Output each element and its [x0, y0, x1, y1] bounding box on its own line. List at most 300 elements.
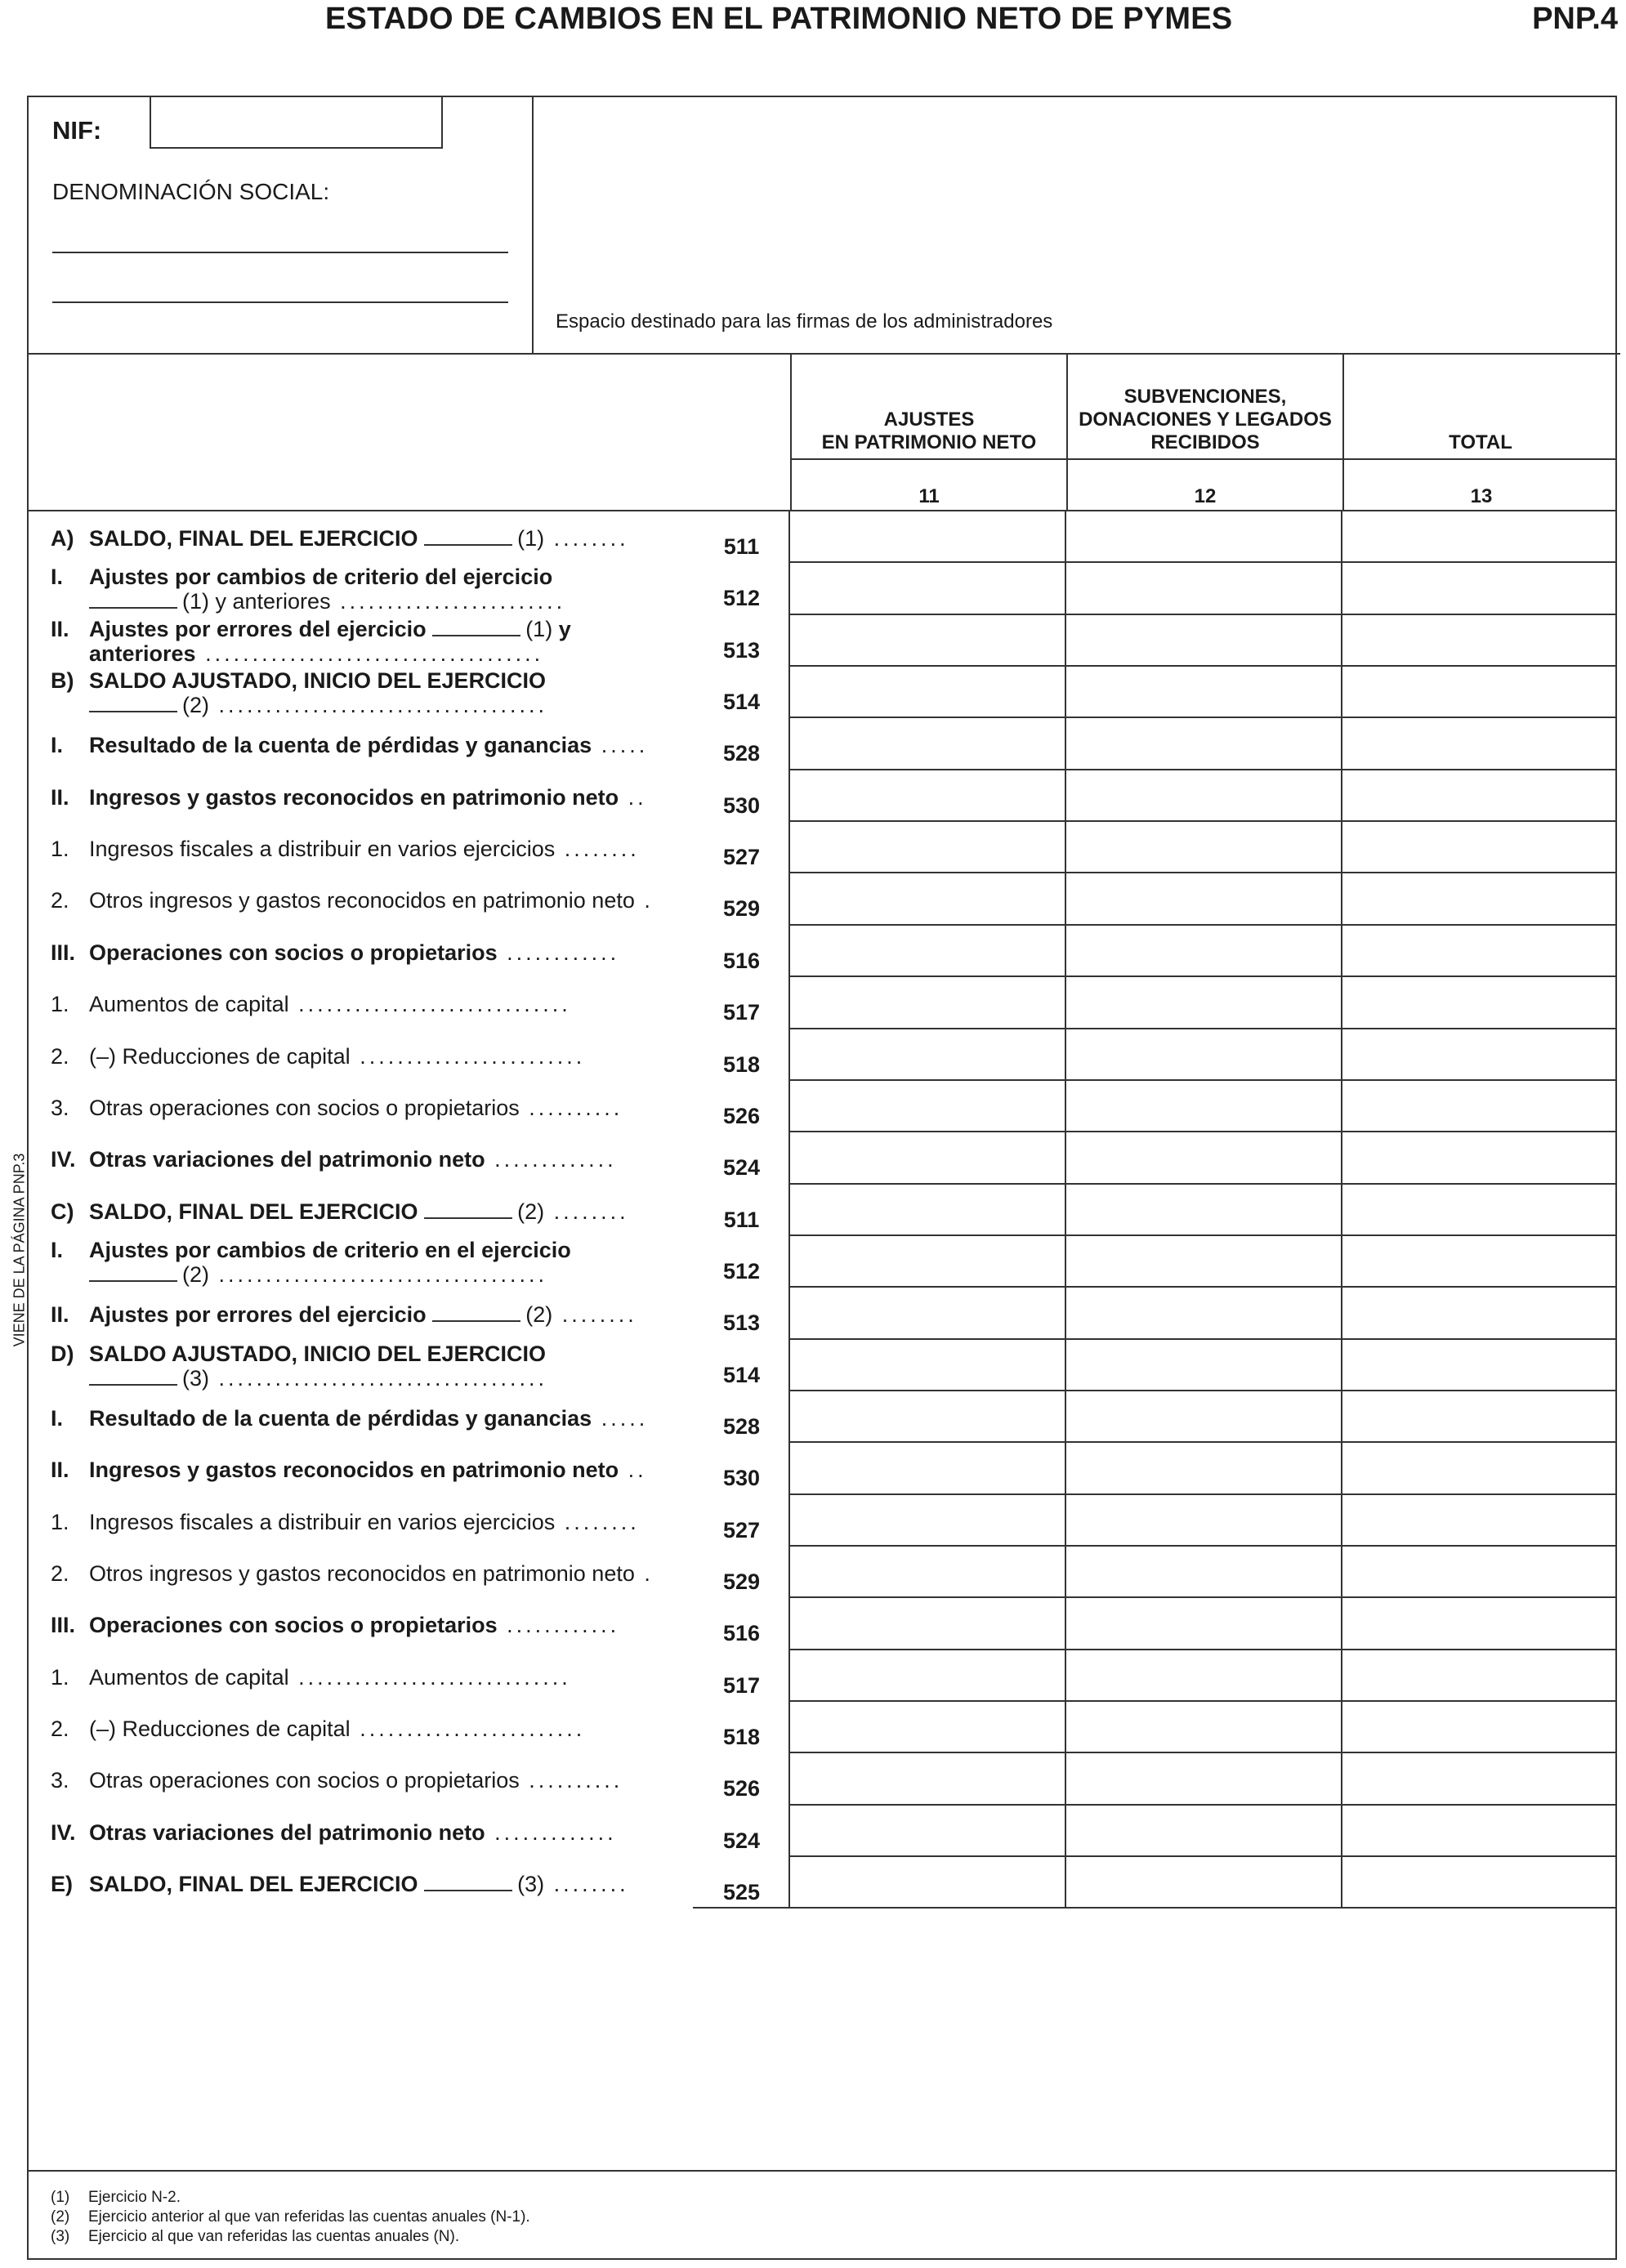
row-text-main: Ingresos fiscales a distribuir en varios ejercicios: [89, 1509, 556, 1534]
row-label: [51, 1342, 672, 1391]
row-text-line-2: [89, 589, 671, 614]
leader-dots: ...................................: [209, 1365, 548, 1391]
value-cell-col-11[interactable]: [790, 872, 1066, 924]
leader-dots: ..........: [519, 1095, 623, 1120]
value-cell-col-11[interactable]: [790, 1596, 1066, 1649]
footnote-ref: (2): [525, 1302, 553, 1328]
row-code: 513: [722, 1310, 761, 1336]
value-cell-col-13[interactable]: [1342, 1441, 1617, 1493]
value-cell-col-13[interactable]: [1342, 1338, 1617, 1391]
value-cell-col-13[interactable]: [1342, 924, 1617, 976]
leader-dots: ............: [497, 940, 620, 965]
col-number-divider: [790, 458, 1617, 460]
row-prefix: 1.: [51, 1664, 69, 1690]
row-text-line-2: [89, 1561, 671, 1586]
firmas-note: Espacio destinado para las firmas de los administradores: [556, 310, 1053, 333]
footnote-ref: (3): [517, 1872, 545, 1897]
value-cell-col-12[interactable]: [1066, 510, 1342, 562]
value-cell-col-11[interactable]: [790, 614, 1066, 666]
row-code: 518: [722, 1725, 761, 1750]
row-text: [89, 1561, 671, 1586]
form-code: PNP.4: [1532, 2, 1618, 36]
nif-field[interactable]: [150, 96, 443, 149]
leader-dots: ........: [544, 1872, 629, 1897]
row-text-line-2: [89, 1820, 671, 1845]
row-code: 527: [722, 1517, 761, 1543]
value-cell-col-11[interactable]: [790, 1441, 1066, 1493]
row-code: 524: [722, 1828, 761, 1853]
row-text-line-2: [89, 1768, 671, 1793]
footnote-key: (1): [51, 2189, 70, 2206]
value-cell-col-13[interactable]: [1342, 1700, 1617, 1752]
row-text-main: Otras variaciones del patrimonio neto: [89, 1147, 485, 1172]
row-label: [51, 1044, 672, 1093]
leader-dots: ...................................: [209, 1261, 548, 1287]
leader-dots: ........: [555, 837, 640, 862]
row-text: [89, 992, 671, 1016]
row-code: 526: [722, 1776, 761, 1801]
value-cell-col-11[interactable]: [790, 1234, 1066, 1287]
row-text-main: Resultado de la cuenta de pérdidas y ganancias: [89, 1405, 592, 1431]
value-cell-col-13[interactable]: [1342, 1649, 1617, 1701]
value-cell-col-12[interactable]: [1066, 1804, 1342, 1856]
row-text: [89, 617, 671, 666]
row-text-line-2: [89, 526, 671, 551]
row-label: [51, 1510, 672, 1559]
value-cell-col-11[interactable]: [790, 976, 1066, 1028]
value-cell-col-13[interactable]: [1342, 1183, 1617, 1235]
value-cell-col-12[interactable]: [1066, 1700, 1342, 1752]
year-blank[interactable]: [432, 1320, 520, 1322]
leader-dots: .....: [592, 1405, 649, 1431]
value-cell-col-11[interactable]: [790, 510, 1066, 562]
leader-dots: ....................................: [195, 641, 544, 666]
row-text-line-2: [89, 1458, 671, 1482]
leader-dots: ..: [619, 784, 647, 810]
row-prefix: IV.: [51, 1819, 76, 1845]
row-code: 528: [722, 741, 761, 766]
value-cell-col-12[interactable]: [1066, 1596, 1342, 1649]
col-header-subvenciones-l3: RECIBIDOS: [1150, 431, 1260, 453]
value-cell-col-11[interactable]: [790, 1338, 1066, 1391]
row-text-main: (2): [182, 1261, 209, 1287]
row-code: 527: [722, 845, 761, 870]
value-cell-col-13[interactable]: [1342, 1596, 1617, 1649]
row-text-line-2: [89, 940, 671, 965]
row-code: 516: [722, 1621, 761, 1646]
value-cell-col-13[interactable]: [1342, 1028, 1617, 1080]
row-text: [89, 1199, 671, 1224]
value-cell-col-11[interactable]: [790, 1804, 1066, 1856]
row-text-main: Otros ingresos y gastos reconocidos en patrimonio neto: [89, 1561, 635, 1586]
row-label: [51, 1561, 672, 1610]
row-text: [89, 1665, 671, 1690]
value-cell-col-12[interactable]: [1066, 1079, 1342, 1132]
value-cell-col-11[interactable]: [790, 1545, 1066, 1597]
value-cell-col-11[interactable]: [790, 1493, 1066, 1546]
row-text: [89, 1872, 671, 1896]
row-prefix: II.: [51, 784, 69, 810]
row-label: [51, 1717, 672, 1766]
value-cell-col-12[interactable]: [1066, 1183, 1342, 1235]
leader-dots: .: [634, 888, 654, 913]
footnote-ref: (1): [517, 526, 545, 551]
footnote-text: Ejercicio al que van referidas las cuentas anuales (N).: [88, 2228, 460, 2245]
row-prefix: E): [51, 1872, 73, 1897]
col-number-11: 11: [918, 485, 940, 507]
col-header-subvenciones-l2: DONACIONES Y LEGADOS: [1079, 409, 1332, 431]
row-text-line-1: SALDO AJUSTADO, INICIO DEL EJERCICIO: [89, 1341, 547, 1366]
row-text: [89, 1458, 671, 1482]
footnote-text: Ejercicio anterior al que van referidas las cuentas anuales (N-1).: [88, 2208, 530, 2226]
row-code: 511: [723, 534, 760, 559]
row-text-line-2: [89, 733, 671, 757]
footnote-ref: (2): [517, 1199, 545, 1224]
row-text: [89, 1613, 671, 1637]
row-label: [51, 1768, 672, 1817]
row-prefix: II.: [51, 1302, 69, 1328]
row-code: 513: [722, 637, 761, 663]
row-text-line-2: [89, 1665, 671, 1690]
year-blank[interactable]: [89, 711, 177, 712]
row-text-main: Ajustes por errores del ejercicio: [89, 1302, 427, 1328]
row-prefix: 3.: [51, 1768, 69, 1793]
row-code: 517: [722, 1672, 761, 1698]
row-text-line-2: [89, 1613, 671, 1637]
year-blank[interactable]: [89, 607, 177, 609]
row-prefix: 2.: [51, 1561, 69, 1586]
row-text: [89, 1044, 671, 1069]
value-cell-col-13[interactable]: [1342, 1855, 1617, 1908]
leader-dots: ........................: [330, 589, 566, 614]
value-cell-col-12[interactable]: [1066, 820, 1342, 873]
value-cell-col-13[interactable]: [1342, 665, 1617, 717]
value-cell-col-13[interactable]: [1342, 769, 1617, 821]
value-cell-col-13[interactable]: [1342, 976, 1617, 1028]
denominacion-line-2[interactable]: [52, 301, 508, 303]
value-cell-col-12[interactable]: [1066, 665, 1342, 717]
row-text-line-2: [89, 1366, 671, 1391]
value-cell-col-11[interactable]: [790, 1183, 1066, 1235]
row-text: [89, 1147, 671, 1172]
value-cell-col-11[interactable]: [790, 924, 1066, 976]
year-blank[interactable]: [424, 1890, 512, 1891]
row-code: 530: [722, 792, 761, 818]
year-blank[interactable]: [89, 1280, 177, 1282]
row-code: 526: [722, 1103, 761, 1128]
row-text-main: (1) y anteriores: [182, 589, 331, 614]
row-prefix: IV.: [51, 1147, 76, 1172]
row-label: [51, 1406, 672, 1455]
row-code: 530: [722, 1466, 761, 1491]
row-prefix: A): [51, 526, 74, 551]
value-cell-col-11[interactable]: [790, 1700, 1066, 1752]
row-label: [51, 1872, 672, 1921]
value-cell-col-11[interactable]: [790, 665, 1066, 717]
row-code: 518: [722, 1051, 761, 1077]
value-cell-col-13[interactable]: [1342, 561, 1617, 614]
row-code: 525: [722, 1880, 761, 1905]
footnotes: [51, 2188, 530, 2247]
row-code: 517: [722, 1000, 761, 1025]
value-cell-col-13[interactable]: [1342, 820, 1617, 873]
row-text: [89, 565, 671, 614]
value-cell-col-11[interactable]: [790, 1286, 1066, 1338]
value-cell-col-13[interactable]: [1342, 510, 1617, 562]
leader-dots: .....: [592, 733, 649, 758]
row-label: [51, 1458, 672, 1507]
year-blank[interactable]: [432, 635, 520, 636]
value-cell-col-13[interactable]: [1342, 1545, 1617, 1597]
row-text: [89, 1717, 671, 1741]
value-cell-col-11[interactable]: [790, 769, 1066, 821]
value-cell-col-11[interactable]: [790, 1131, 1066, 1183]
row-label: [51, 940, 672, 989]
row-prefix: I.: [51, 565, 64, 590]
denominacion-line-1[interactable]: [52, 252, 508, 253]
value-cell-col-11[interactable]: [790, 1649, 1066, 1701]
row-text-line-1: Ajustes por cambios de criterio en el ejercicio: [89, 1237, 571, 1262]
row-code: 512: [722, 586, 761, 611]
row-text: [89, 668, 671, 717]
value-cell-col-12[interactable]: [1066, 1545, 1342, 1597]
row-text: [89, 1510, 671, 1534]
col-header-ajustes: [792, 409, 1066, 454]
row-code: 512: [722, 1258, 761, 1284]
value-cell-col-12[interactable]: [1066, 1338, 1342, 1391]
row-label: [51, 1096, 672, 1145]
side-label: VIENE DE LA PÁGINA PNP.3: [11, 1153, 28, 1347]
value-cell-col-13[interactable]: [1342, 1752, 1617, 1804]
value-cell-col-12[interactable]: [1066, 1028, 1342, 1080]
row-label: [51, 733, 672, 782]
value-cell-col-11[interactable]: [790, 1079, 1066, 1132]
row-text-main: SALDO, FINAL DEL EJERCICIO: [89, 1872, 418, 1897]
footnote-rule: [27, 2170, 1617, 2172]
row-text-main: (2): [182, 693, 209, 718]
row-prefix: I.: [51, 1237, 64, 1262]
leader-dots: ........: [544, 1199, 629, 1224]
value-cell-col-12[interactable]: [1066, 1493, 1342, 1546]
value-cell-col-11[interactable]: [790, 820, 1066, 873]
value-cell-col-13[interactable]: [1342, 614, 1617, 666]
footnote: [51, 2208, 530, 2227]
page-title: ESTADO DE CAMBIOS EN EL PATRIMONIO NETO DE PYMES: [325, 2, 1233, 36]
value-cell-col-12[interactable]: [1066, 1441, 1342, 1493]
table-bottom-rule: [693, 1907, 1617, 1909]
col-number-12: 12: [1194, 485, 1217, 507]
row-text-line-2: [89, 693, 671, 717]
row-text-main: Operaciones con socios o propietarios: [89, 940, 498, 965]
row-text: [89, 940, 671, 965]
value-cell-col-13[interactable]: [1342, 1804, 1617, 1856]
row-label: [51, 1665, 672, 1714]
row-text-main: (–) Reducciones de capital: [89, 1717, 351, 1742]
leader-dots: .............................: [288, 992, 571, 1017]
row-text: [89, 1820, 671, 1845]
row-prefix: III.: [51, 1613, 76, 1638]
col-header-ajustes-l2: EN PATRIMONIO NETO: [821, 431, 1037, 453]
value-cell-col-12[interactable]: [1066, 1131, 1342, 1183]
row-text-main: Ingresos y gastos reconocidos en patrimonio neto: [89, 784, 619, 810]
leader-dots: ........................: [350, 1717, 586, 1742]
row-text: [89, 1302, 671, 1327]
row-label: [51, 1238, 672, 1287]
row-text-line-2: [89, 785, 671, 810]
row-text-main: Aumentos de capital: [89, 992, 289, 1017]
row-text-main: (–) Reducciones de capital: [89, 1043, 351, 1069]
row-code: 511: [723, 1207, 760, 1232]
row-prefix: I.: [51, 1405, 64, 1431]
row-text-main: Ingresos fiscales a distribuir en varios ejercicios: [89, 837, 556, 862]
row-prefix: 2.: [51, 888, 69, 913]
row-text-line-2: [89, 888, 671, 913]
value-cell-col-11[interactable]: [790, 1028, 1066, 1080]
row-label: [51, 1613, 672, 1662]
row-text: [89, 1342, 671, 1391]
row-text-line-1: SALDO AJUSTADO, INICIO DEL EJERCICIO: [89, 668, 547, 694]
value-cell-col-13[interactable]: [1342, 1131, 1617, 1183]
row-label: [51, 565, 672, 614]
row-text-main: SALDO, FINAL DEL EJERCICIO: [89, 526, 418, 551]
row-text-main: (3): [182, 1365, 209, 1391]
value-cell-col-12[interactable]: [1066, 614, 1342, 666]
value-cell-col-13[interactable]: [1342, 1234, 1617, 1287]
row-code: 514: [722, 690, 761, 715]
row-text-line-1: Ajustes por cambios de criterio del ejercicio: [89, 565, 553, 590]
footnote: [51, 2227, 530, 2247]
value-cell-col-12[interactable]: [1066, 1855, 1342, 1908]
row-label: [51, 785, 672, 834]
row-text-line-2: [89, 1717, 671, 1741]
value-cell-col-12[interactable]: [1066, 924, 1342, 976]
value-cell-col-13[interactable]: [1342, 872, 1617, 924]
year-blank[interactable]: [89, 1384, 177, 1386]
leader-dots: ........: [552, 1302, 637, 1328]
row-text-main: SALDO, FINAL DEL EJERCICIO: [89, 1199, 418, 1224]
row-text: [89, 1238, 671, 1287]
row-prefix: III.: [51, 940, 76, 965]
row-text: [89, 1406, 671, 1431]
footnote-key: (3): [51, 2228, 70, 2245]
value-cell-col-11[interactable]: [790, 1855, 1066, 1908]
row-text: [89, 837, 671, 861]
row-text-line-2: [89, 992, 671, 1016]
value-cell-col-12[interactable]: [1066, 1649, 1342, 1701]
row-text: [89, 1096, 671, 1120]
leader-dots: .: [634, 1561, 654, 1586]
row-label: [51, 837, 672, 886]
id-block-vdivider: [532, 96, 534, 353]
row-label: [51, 992, 672, 1041]
footnote-key: (2): [51, 2208, 70, 2226]
value-cell-col-12[interactable]: [1066, 1390, 1342, 1442]
row-text-line-2: [89, 1147, 671, 1172]
col-header-subvenciones-l1: SUBVENCIONES,: [1123, 386, 1287, 408]
leader-dots: ...................................: [209, 693, 548, 718]
row-code: 524: [722, 1155, 761, 1181]
row-text-line-2: [89, 1262, 671, 1287]
row-text-line-2: [89, 837, 671, 861]
row-prefix: 2.: [51, 1043, 69, 1069]
col-header-subvenciones: [1068, 386, 1342, 454]
row-text-main: Otras operaciones con socios o propietarios: [89, 1768, 520, 1793]
row-prefix: C): [51, 1199, 74, 1224]
value-cell-col-12[interactable]: [1066, 561, 1342, 614]
row-code: 514: [722, 1362, 761, 1387]
value-cell-col-11[interactable]: [790, 1752, 1066, 1804]
leader-dots: ........: [555, 1509, 640, 1534]
row-text-line-2: [89, 1199, 671, 1224]
value-cell-col-12[interactable]: [1066, 717, 1342, 769]
year-blank[interactable]: [424, 1217, 512, 1219]
row-text-line-2: [89, 1406, 671, 1431]
value-cell-col-12[interactable]: [1066, 1234, 1342, 1287]
row-text-main: Otras operaciones con socios o propietarios: [89, 1095, 520, 1120]
row-text: [89, 1768, 671, 1793]
row-text-line-2: [89, 641, 671, 666]
value-cell-col-13[interactable]: [1342, 1079, 1617, 1132]
nif-label: NIF:: [52, 116, 102, 145]
value-cell-col-13[interactable]: [1342, 1493, 1617, 1546]
row-label: [51, 668, 672, 717]
id-block-divider: [27, 353, 1620, 355]
row-prefix: II.: [51, 1458, 69, 1483]
leader-dots: ..: [619, 1458, 647, 1483]
row-prefix: 1.: [51, 837, 69, 862]
row-code: 528: [722, 1413, 761, 1439]
leader-dots: ........................: [350, 1043, 586, 1069]
year-blank[interactable]: [424, 544, 512, 546]
value-cell-col-12[interactable]: [1066, 769, 1342, 821]
row-text-line-2: [89, 1044, 671, 1069]
denominacion-label: DENOMINACIÓN SOCIAL:: [52, 179, 330, 204]
value-cell-col-12[interactable]: [1066, 976, 1342, 1028]
row-code: 516: [722, 948, 761, 973]
value-cell-col-12[interactable]: [1066, 1752, 1342, 1804]
value-cell-col-13[interactable]: [1342, 717, 1617, 769]
row-prefix: D): [51, 1341, 74, 1366]
row-text-main: anteriores: [89, 641, 196, 666]
col-number-13: 13: [1470, 485, 1493, 507]
value-cell-col-11[interactable]: [790, 1390, 1066, 1442]
row-text-main: Aumentos de capital: [89, 1664, 289, 1690]
row-text-line-2: [89, 1096, 671, 1120]
row-code: 529: [722, 1569, 761, 1594]
row-text-main: Otros ingresos y gastos reconocidos en patrimonio neto: [89, 888, 635, 913]
row-text-line-2: [89, 1510, 671, 1534]
row-prefix: B): [51, 668, 74, 694]
row-code: 529: [722, 896, 761, 922]
row-text: [89, 526, 671, 551]
value-cell-col-13[interactable]: [1342, 1286, 1617, 1338]
row-label: [51, 617, 672, 666]
row-label: [51, 888, 672, 937]
row-label: [51, 1147, 672, 1196]
value-cell-col-13[interactable]: [1342, 1390, 1617, 1442]
row-label: [51, 1820, 672, 1869]
value-cell-col-12[interactable]: [1066, 872, 1342, 924]
row-prefix: 2.: [51, 1717, 69, 1742]
footnote: [51, 2188, 530, 2208]
row-prefix: II.: [51, 616, 69, 641]
row-text-line-2: [89, 1302, 671, 1327]
row-prefix: 3.: [51, 1095, 69, 1120]
value-cell-col-11[interactable]: [790, 561, 1066, 614]
leader-dots: ........: [544, 526, 629, 551]
value-cell-col-12[interactable]: [1066, 1286, 1342, 1338]
value-cell-col-11[interactable]: [790, 717, 1066, 769]
